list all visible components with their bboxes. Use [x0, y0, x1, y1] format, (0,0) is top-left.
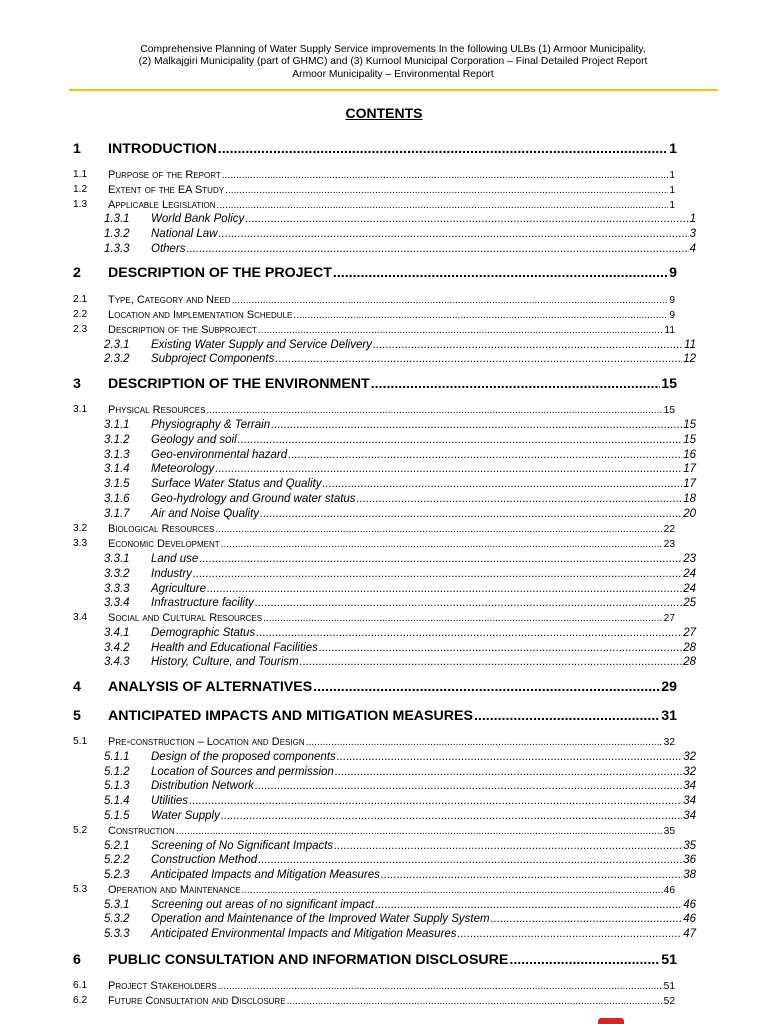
toc-entry[interactable]	[73, 523, 675, 535]
toc-entry-number: 3.3.3	[104, 583, 130, 595]
header-line-2: (2) Malkajgiri Municipality (part of GHMC) and (3) Kurnool Municipal Corporation – Final Detailed Project Report	[138, 56, 648, 68]
toc-entry-number: 5.3.1	[104, 899, 130, 911]
toc-entry[interactable]	[73, 736, 675, 748]
toc-entry-title: Geo-environmental hazard	[151, 449, 288, 461]
toc-leader-dots	[207, 583, 682, 595]
toc-leader-dots	[293, 310, 668, 321]
toc-leader-dots	[258, 325, 664, 336]
toc-entry-title: World Bank Policy	[151, 213, 245, 225]
toc-entry-title: DESCRIPTION OF THE ENVIRONMENT	[108, 376, 370, 392]
toc-entry-page: 18	[683, 493, 696, 505]
toc-entry-title: Location and Implementation Schedule	[108, 309, 293, 321]
toc-entry-page: 16	[683, 449, 696, 461]
toc-leader-dots	[256, 627, 682, 639]
toc-entry[interactable]	[73, 309, 675, 321]
toc-entry-title: Design of the proposed components	[151, 751, 336, 763]
toc-entry-page: 35	[663, 826, 675, 837]
toc-entry-page: 34	[683, 810, 696, 822]
toc-entry-page: 27	[683, 627, 696, 639]
toc-entry-title: Demographic Status	[151, 627, 256, 639]
toc-entry[interactable]	[73, 169, 675, 181]
toc-entry-page: 31	[661, 708, 677, 724]
toc-entry[interactable]	[104, 213, 696, 225]
toc-leader-dots	[238, 434, 683, 446]
toc-entry-page: 24	[683, 568, 696, 580]
toc-leader-dots	[193, 568, 682, 580]
toc-entry-page: 24	[683, 583, 696, 595]
toc-leader-dots	[313, 679, 660, 695]
toc-leader-dots	[222, 170, 669, 181]
toc-leader-dots	[509, 952, 660, 968]
toc-entry[interactable]	[104, 419, 696, 431]
toc-entry-title: Health and Educational Facilities	[151, 642, 318, 654]
toc-entry[interactable]	[104, 353, 696, 365]
toc-entry-page: 23	[683, 553, 696, 565]
toc-entry-number: 3.4	[73, 612, 88, 623]
toc-entry-number: 3.2	[73, 523, 88, 534]
toc-leader-dots	[217, 200, 669, 211]
toc-entry-number: 3.4.3	[104, 656, 130, 668]
toc-entry[interactable]	[73, 980, 675, 992]
toc-entry-page: 9	[669, 295, 675, 306]
toc-entry[interactable]	[104, 627, 696, 639]
toc-entry-number: 5.3.2	[104, 913, 130, 925]
toc-leader-dots	[335, 766, 682, 778]
toc-leader-dots	[221, 539, 663, 550]
toc-entry[interactable]	[104, 854, 696, 866]
toc-entry-title: Others	[151, 243, 186, 255]
toc-leader-dots	[225, 185, 668, 196]
toc-entry[interactable]	[104, 434, 696, 446]
toc-leader-dots	[474, 708, 660, 724]
toc-entry-page: 38	[683, 869, 696, 881]
toc-entry-page: 1	[669, 141, 677, 157]
toc-entry[interactable]	[104, 869, 696, 881]
toc-entry-page: 28	[683, 656, 696, 668]
footer-logo-fragment	[598, 1018, 624, 1024]
toc-entry-number: 1.3.1	[104, 213, 130, 225]
toc-entry-title: Description of the Subproject	[108, 324, 257, 336]
toc-entry-page: 15	[661, 376, 677, 392]
header-line-3: Armoor Municipality – Environmental Report	[292, 68, 494, 80]
toc-entry-page: 28	[683, 642, 696, 654]
toc-entry[interactable]	[104, 493, 696, 505]
toc-leader-dots	[333, 265, 668, 281]
toc-entry-number: 2.3.2	[104, 353, 130, 365]
toc-entry-number: 5.3.3	[104, 928, 130, 940]
toc-entry-page: 15	[683, 419, 696, 431]
toc-entry-title: Operation and Maintenance	[108, 884, 241, 896]
toc-entry[interactable]	[104, 553, 696, 565]
toc-entry-page: 11	[684, 339, 696, 351]
toc-entry[interactable]	[73, 995, 675, 1007]
toc-entry-number: 3	[73, 376, 81, 392]
toc-entry-title: Anticipated Environmental Impacts and Mitigation Measures	[151, 928, 457, 940]
toc-entry[interactable]	[73, 612, 675, 624]
toc-leader-dots	[232, 295, 669, 306]
toc-entry[interactable]	[104, 583, 696, 595]
toc-entry-title: Screening of No Significant Impacts	[151, 840, 334, 852]
toc-leader-dots	[199, 553, 682, 565]
toc-leader-dots	[187, 243, 689, 255]
toc-entry-number: 3.1	[73, 404, 88, 415]
toc-entry-title: National Law	[151, 228, 218, 240]
toc-entry-title: ANTICIPATED IMPACTS AND MITIGATION MEASURES	[108, 708, 473, 724]
toc-entry-title: Construction	[108, 825, 175, 837]
toc-entry-number: 5.2.2	[104, 854, 130, 866]
toc-entry[interactable]	[104, 928, 696, 940]
toc-entry-title: Subproject Components	[151, 353, 275, 365]
toc-leader-dots	[322, 478, 682, 490]
toc-leader-dots	[375, 899, 682, 911]
toc-leader-dots	[218, 981, 663, 992]
header-divider	[69, 89, 718, 91]
toc-entry-page: 23	[663, 539, 675, 550]
toc-entry-page: 1	[669, 200, 675, 211]
toc-entry-title: Meteorology	[151, 463, 215, 475]
toc-entry-number: 3.1.5	[104, 478, 130, 490]
toc-entry-title: Surface Water Status and Quality	[151, 478, 322, 490]
toc-entry-page: 22	[663, 524, 675, 535]
toc-leader-dots	[300, 656, 683, 668]
toc-entry-title: Screening out areas of no significant impact	[151, 899, 375, 911]
toc-entry-number: 4	[73, 679, 81, 695]
toc-entry-title: Location of Sources and permission	[151, 766, 334, 778]
toc-entry[interactable]	[73, 376, 677, 392]
toc-entry-number: 1.2	[73, 184, 88, 195]
toc-entry-page: 3	[689, 228, 696, 240]
toc-leader-dots	[288, 449, 682, 461]
toc-leader-dots	[319, 642, 682, 654]
toc-entry-page: 46	[683, 913, 696, 925]
contents-title: CONTENTS	[345, 105, 423, 121]
toc-entry-number: 3.1.2	[104, 434, 130, 446]
toc-entry-number: 6	[73, 952, 81, 968]
toc-entry-page: 36	[683, 854, 696, 866]
toc-entry-title: Agriculture	[151, 583, 206, 595]
toc-entry-number: 1.3	[73, 199, 88, 210]
toc-entry-number: 5.1	[73, 736, 88, 747]
toc-leader-dots	[275, 353, 682, 365]
toc-leader-dots	[306, 737, 663, 748]
toc-entry[interactable]	[73, 294, 675, 306]
toc-entry-number: 3.3.2	[104, 568, 130, 580]
toc-entry-page: 1	[689, 213, 696, 225]
toc-entry-number: 5.1.1	[104, 751, 130, 763]
toc-entry[interactable]	[104, 463, 696, 475]
toc-entry[interactable]	[104, 478, 696, 490]
toc-entry-title: Type, Category and Need	[108, 294, 231, 306]
toc-entry[interactable]	[73, 538, 675, 550]
toc-entry[interactable]	[73, 679, 677, 695]
toc-entry-number: 2	[73, 265, 81, 281]
toc-entry-number: 1	[73, 141, 81, 157]
toc-entry[interactable]	[104, 597, 696, 609]
toc-leader-dots	[176, 826, 663, 837]
toc-entry-title: Infrastructure facility	[151, 597, 254, 609]
toc-leader-dots	[255, 597, 682, 609]
toc-leader-dots	[337, 751, 682, 763]
toc-leader-dots	[271, 419, 682, 431]
toc-entry[interactable]	[73, 708, 677, 724]
toc-leader-dots	[218, 228, 688, 240]
toc-entry-page: 47	[683, 928, 696, 940]
toc-entry-title: Land use	[151, 553, 199, 565]
toc-entry-title: Water Supply	[151, 810, 220, 822]
toc-leader-dots	[381, 869, 682, 881]
toc-entry-page: 1	[669, 185, 675, 196]
toc-entry[interactable]	[104, 568, 696, 580]
document-header	[70, 44, 716, 81]
toc-entry-number: 5.1.3	[104, 780, 130, 792]
toc-entry-number: 3.1.6	[104, 493, 130, 505]
toc-leader-dots	[357, 493, 683, 505]
toc-entry-title: Purpose of the Report	[108, 169, 221, 181]
toc-entry-title: PUBLIC CONSULTATION AND INFORMATION DISCLOSURE	[108, 952, 509, 968]
toc-entry-title: Operation and Maintenance of the Improved Water Supply System	[151, 913, 490, 925]
toc-entry-page: 29	[661, 679, 677, 695]
toc-leader-dots	[242, 885, 663, 896]
toc-entry-title: Existing Water Supply and Service Delivery	[151, 339, 372, 351]
toc-entry[interactable]	[104, 810, 696, 822]
toc-entry-title: Future Consultation and Disclosure	[108, 995, 286, 1007]
toc-entry-title: Geo-hydrology and Ground water status	[151, 493, 356, 505]
toc-entry[interactable]	[73, 199, 675, 211]
toc-entry-title: Construction Method	[151, 854, 258, 866]
toc-entry-page: 15	[663, 405, 675, 416]
toc-entry-page: 46	[683, 899, 696, 911]
toc-leader-dots	[245, 213, 688, 225]
toc-entry[interactable]	[104, 339, 696, 351]
toc-entry[interactable]	[104, 766, 696, 778]
toc-entry-title: Geology and soil	[151, 434, 237, 446]
toc-entry-page: 17	[683, 478, 696, 490]
toc-leader-dots	[458, 928, 683, 940]
toc-entry-title: Industry	[151, 568, 192, 580]
toc-entry-page: 17	[683, 463, 696, 475]
toc-entry[interactable]	[104, 913, 696, 925]
toc-leader-dots	[263, 613, 663, 624]
toc-entry[interactable]	[104, 642, 696, 654]
toc-leader-dots	[491, 913, 683, 925]
toc-entry-number: 1.3.3	[104, 243, 130, 255]
toc-entry-page: 51	[661, 952, 677, 968]
toc-entry-number: 3.3.1	[104, 553, 130, 565]
toc-leader-dots	[373, 339, 683, 351]
toc-entry-number: 1.3.2	[104, 228, 130, 240]
toc-leader-dots	[371, 376, 661, 392]
toc-entry-number: 5.2	[73, 825, 88, 836]
toc-entry-page: 11	[664, 325, 675, 336]
toc-entry-number: 2.3.1	[104, 339, 130, 351]
toc-entry[interactable]	[104, 899, 696, 911]
toc-entry-title: Social and Cultural Resources	[108, 612, 263, 624]
toc-leader-dots	[255, 780, 682, 792]
toc-entry[interactable]	[73, 825, 675, 837]
toc-entry[interactable]	[73, 141, 677, 157]
toc-entry-title: Pre-construction – Location and Design	[108, 736, 305, 748]
toc-entry-number: 6.1	[73, 980, 88, 991]
toc-entry[interactable]	[73, 324, 675, 336]
toc-leader-dots	[206, 405, 662, 416]
toc-entry-page: 35	[683, 840, 696, 852]
toc-entry[interactable]	[104, 751, 696, 763]
toc-entry[interactable]	[73, 884, 675, 896]
toc-entry-title: ANALYSIS OF ALTERNATIVES	[108, 679, 313, 695]
toc-entry-page: 25	[683, 597, 696, 609]
toc-entry[interactable]	[104, 780, 696, 792]
toc-leader-dots	[287, 996, 663, 1007]
toc-entry-page: 4	[689, 243, 696, 255]
toc-entry-page: 32	[663, 737, 675, 748]
toc-entry-page: 9	[669, 310, 675, 321]
toc-entry-page: 52	[663, 996, 675, 1007]
toc-leader-dots	[215, 524, 662, 535]
toc-entry-title: Physiography & Terrain	[151, 419, 271, 431]
toc-leader-dots	[334, 840, 682, 852]
toc-entry[interactable]	[73, 265, 677, 281]
toc-entry-number: 3.4.2	[104, 642, 130, 654]
toc-entry-number: 3.3.4	[104, 597, 130, 609]
toc-entry[interactable]	[73, 184, 675, 196]
toc-entry-page: 34	[683, 780, 696, 792]
toc-leader-dots	[258, 854, 682, 866]
toc-entry[interactable]	[104, 656, 696, 668]
toc-entry-page: 12	[683, 353, 696, 365]
toc-entry-page: 32	[683, 751, 696, 763]
toc-entry-title: INTRODUCTION	[108, 141, 217, 157]
toc-entry-number: 5.1.2	[104, 766, 130, 778]
toc-entry-title: Anticipated Impacts and Mitigation Measures	[151, 869, 380, 881]
toc-entry-title: Biological Resources	[108, 523, 215, 535]
toc-entry-page: 15	[683, 434, 696, 446]
toc-entry[interactable]	[104, 840, 696, 852]
toc-entry-number: 3.4.1	[104, 627, 130, 639]
toc-entry-title: Distribution Network	[151, 780, 254, 792]
toc-leader-dots	[221, 810, 682, 822]
toc-entry-title: Applicable Legislation	[108, 199, 216, 211]
toc-entry-page: 20	[683, 508, 696, 520]
toc-entry-page: 51	[663, 981, 675, 992]
toc-entry-title: DESCRIPTION OF THE PROJECT	[108, 265, 332, 281]
toc-entry-number: 2.3	[73, 324, 88, 335]
toc-entry-number: 5.1.5	[104, 810, 130, 822]
header-line-1: Comprehensive Planning of Water Supply Service improvements In the following ULBs (1) Armoor Municipality,	[140, 44, 646, 55]
toc-entry-title: Utilities	[151, 795, 189, 807]
toc-entry[interactable]	[104, 449, 696, 461]
toc-leader-dots	[218, 141, 668, 157]
toc-entry-number: 2.1	[73, 294, 88, 305]
toc-leader-dots	[189, 795, 682, 807]
toc-entry-title: Physical Resources	[108, 404, 206, 416]
toc-entry-page: 9	[669, 265, 677, 281]
toc-entry[interactable]	[104, 795, 696, 807]
toc-entry-number: 5.1.4	[104, 795, 130, 807]
toc-entry-number: 5.2.3	[104, 869, 130, 881]
toc-entry[interactable]	[104, 228, 696, 240]
toc-entry-number: 6.2	[73, 995, 88, 1006]
toc-entry-number: 3.1.4	[104, 463, 130, 475]
toc-entry-page: 34	[683, 795, 696, 807]
toc-entry-number: 2.2	[73, 309, 88, 320]
toc-entry-number: 3.1.1	[104, 419, 130, 431]
toc-entry-title: Project Stakeholders	[108, 980, 217, 992]
toc-entry-title: Air and Noise Quality	[151, 508, 260, 520]
toc-leader-dots	[215, 463, 682, 475]
toc-entry-number: 5	[73, 708, 81, 724]
toc-entry-number: 5.3	[73, 884, 88, 895]
toc-entry-title: History, Culture, and Tourism	[151, 656, 299, 668]
toc-entry[interactable]	[73, 404, 675, 416]
toc-entry[interactable]	[104, 508, 696, 520]
toc-entry-number: 3.3	[73, 538, 88, 549]
toc-entry-number: 1.1	[73, 169, 88, 180]
toc-entry-number: 3.1.7	[104, 508, 130, 520]
toc-entry-page: 46	[663, 885, 675, 896]
toc-entry-title: Extent of the EA Study	[108, 184, 225, 196]
toc-entry-page: 27	[663, 613, 675, 624]
toc-entry-number: 3.1.3	[104, 449, 130, 461]
toc-leader-dots	[260, 508, 682, 520]
toc-entry[interactable]	[104, 243, 696, 255]
toc-entry-page: 1	[669, 170, 675, 181]
toc-entry-page: 32	[683, 766, 696, 778]
toc-entry[interactable]	[73, 952, 677, 968]
toc-entry-title: Economic Development	[108, 538, 220, 550]
toc-entry-number: 5.2.1	[104, 840, 130, 852]
